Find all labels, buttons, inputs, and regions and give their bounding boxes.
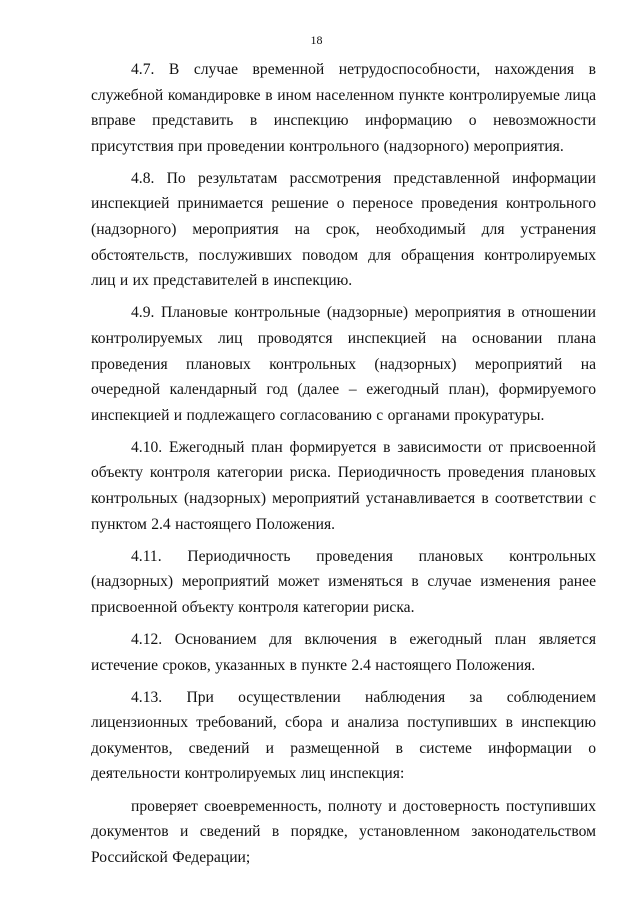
paragraph-4-7: 4.7. В случае временной нетрудоспособности, нахождения в служебной командировке в ином населенном пункте контролируемые лица вправе представить в инспекцию информацию о невозможности присутствия при проведении контрольного (надзорного) мероприятия. xyxy=(91,61,596,155)
paragraph-4-9: 4.9. Плановые контрольные (надзорные) мероприятия в отношении контролируемых лиц проводятся инспекцией на основании плана проведения плановых контрольных (надзорных) мероприятий на очередной календарный год (далее – ежегодный план), формируемого инспекцией и подлежащего согласованию с органами прокуратуры. xyxy=(91,304,596,424)
page-number: 18 xyxy=(310,33,323,47)
paragraph-4-12: 4.12. Основанием для включения в ежегодный план является истечение сроков, указанных в пункте 2.4 настоящего Положения. xyxy=(91,630,596,674)
paragraph-4-10: 4.10. Ежегодный план формируется в зависимости от присвоенной объекту контроля категории риска. Периодичность проведения плановых контрольных (надзорных) мероприятий устанавливается в соответствии с пунктом 2.4 настоящего Положения. xyxy=(91,438,596,533)
document-body xyxy=(91,57,596,870)
paragraph-4-8: 4.8. По результатам рассмотрения представленной информации инспекцией принимается решение о переносе проведения контрольного (надзорного) мероприятия на срок, необходимый для устранения обстоятельств, послуживших поводом для обращения контролируемых лиц и их представителей в инспекцию. xyxy=(91,169,596,290)
paragraph-4-13: 4.13. При осуществлении наблюдения за соблюдением лицензионных требований, сбора и анализа поступивших в инспекцию документов, сведений и размещенной в системе информации о деятельности контролируемых лиц инспекция: xyxy=(91,688,596,783)
paragraph-4-11: 4.11. Периодичность проведения плановых контрольных (надзорных) мероприятий может изменяться в случае изменения ранее присвоенной объекту контроля категории риска. xyxy=(91,547,596,616)
paragraph-4-13-item: проверяет своевременность, полноту и достоверность поступивших документов и сведений в порядке, установленном законодательством Российской Федерации; xyxy=(91,797,596,866)
